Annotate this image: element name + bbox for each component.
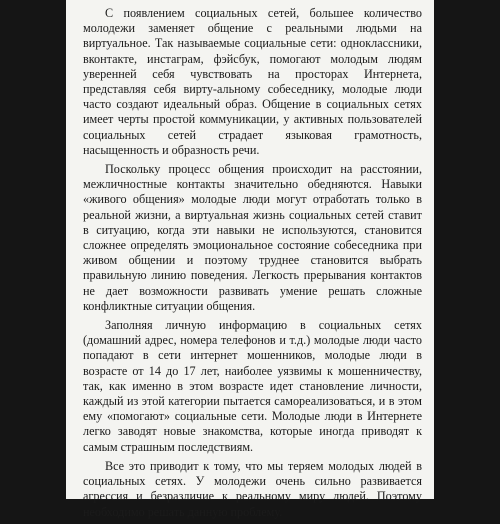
paragraph-2: Поскольку процесс общения происходит на расстоянии, межличностные контакты значительно обедняются. Навыки «живого общения» молодые люди могут отработать только в реальной жизни, а виртуальная жизнь социальных сетей ставит в ситуацию, когда эти навыки не используются, становится сложнее определять эмоциональное состояние собеседника при живом общении и поэтому труднее становится выбрать правильную линию поведения. Легкость прерывания контактов не дает возможности развивать умение решать сложные конфликтные ситуации общения. <box>83 162 422 313</box>
document-text <box>83 6 422 524</box>
paragraph-3: Заполняя личную информацию в социальных сетях (домашний адрес, номера телефонов и т.д.) молодые люди часто попадают в сети интернет мошенников, молодые люди в возрасте от 14 до 17 лет, наиболее уязвимы к мошенничеству, так, как именно в этом возрасте идет становление личности, каждый из этой категории пытается самореализоваться, и в этом ему «помогают» социальные сети. Молодые люди в Интернете легко заводят новые знакомства, которые иногда приводят к самым страшным последствиям. <box>83 318 422 454</box>
paragraph-4: Все это приводит к тому, что мы теряем молодых людей в социальных сетях. У молодежи очень сильно развивается агрессия и безразличие к реальному миру людей. Поэтому необходимо решать данную проблему. <box>83 458 422 519</box>
document-page <box>66 0 434 519</box>
paragraph-1: С появлением социальных сетей, большее количество молодежи заменяет общение с реальными людьми на виртуальное. Так называемые социальные сети: одноклассники, вконтакте, инстаграм, фэйсбук, помогают молодым людям уверенней себя чувствовать на просторах Интернета, представляя себя вирту-альному собеседнику, молодые люди часто создают идеальный образ. Общение в социальных сетях имеет черты простой коммуникации, у активных пользователей социальных сетей страдает языковая грамотность, насыщенность и образность речи. <box>83 6 422 157</box>
